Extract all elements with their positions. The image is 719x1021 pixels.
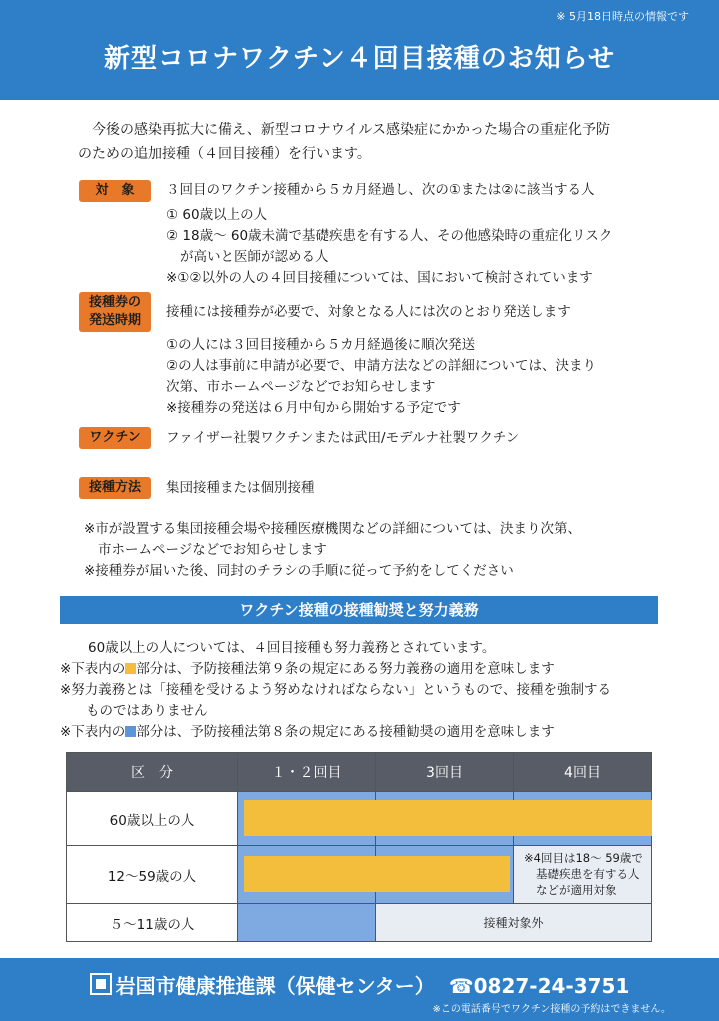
target-badge: 対 象 xyxy=(79,180,151,202)
duty-line: ※努力義務とは「接種を受けるよう努めなければならない」というもので、接種を強制する xyxy=(60,682,612,698)
voucher-line: ※接種券の発送は６月中旬から開始する予定です xyxy=(166,400,461,416)
notes-block xyxy=(84,519,694,582)
footer-main-line xyxy=(0,970,719,999)
method-badge: 接種方法 xyxy=(79,477,151,499)
voucher-badge-line: 発送時期 xyxy=(88,313,141,328)
target-text xyxy=(166,180,686,289)
target-line: ※①②以外の人の４回目接種については、国において検討されています xyxy=(166,270,593,286)
table-header: 3回目 xyxy=(376,753,514,792)
note-line: 市ホームページなどでお知らせします xyxy=(98,542,327,558)
voucher-line: 次第、市ホームページなどでお知らせします xyxy=(166,379,436,395)
voucher-badge xyxy=(79,292,151,332)
voucher-line: 接種には接種券が必要で、対象となる人には次のとおり発送します xyxy=(166,304,571,320)
duty-band-12-59 xyxy=(244,856,510,892)
target-line: が高いと医師が認める人 xyxy=(180,249,329,265)
duty-line: 60歳以上の人については、４回目接種も努力義務とされています。 xyxy=(88,640,496,656)
duty-line xyxy=(60,659,690,680)
header-banner xyxy=(0,0,719,100)
department-name: 岩国市健康推進課（保健センター） xyxy=(115,974,435,998)
voucher-line: ①の人には３回目接種から５カ月経過後に順次発送 xyxy=(166,337,476,353)
duty-text: 部分は、予防接種法第９条の規定にある努力義務の適用を意味します xyxy=(136,661,555,677)
vaccine-badge: ワクチン xyxy=(79,427,151,449)
yellow-square-icon xyxy=(125,663,136,674)
row-label: 60歳以上の人 xyxy=(67,792,238,846)
duty-text: 部分は、予防接種法第８条の規定にある接種勧奨の適用を意味します xyxy=(136,724,555,740)
phone-disclaimer: ※この電話番号でワクチン接種の予約はできません。 xyxy=(432,1004,671,1015)
voucher-badge-line: 接種券の xyxy=(88,295,141,310)
excluded-cell: 接種対象外 xyxy=(376,904,652,942)
note-line: ※接種券が届いた後、同封のチラシの手順に従って予約をしてください xyxy=(84,563,514,579)
voucher-text xyxy=(166,302,686,419)
table-header: 4回目 xyxy=(514,753,652,792)
note-line: などが適用対象 xyxy=(536,883,617,897)
blue-square-icon xyxy=(125,726,136,737)
note-line: ※4回目は18～ 59歳で xyxy=(524,851,643,865)
note-line: 基礎疾患を有する人 xyxy=(536,867,640,881)
note-line: ※市が設置する集団接種会場や接種医療機関などの詳細については、決まり次第、 xyxy=(84,521,582,537)
table-cell xyxy=(238,904,376,942)
footer-contact xyxy=(0,958,719,1021)
duty-line xyxy=(60,722,690,743)
duty-text: ※下表内の xyxy=(60,661,126,677)
section-title-bar: ワクチン接種の接種勧奨と努力義務 xyxy=(60,596,658,624)
table-header-row xyxy=(67,753,652,792)
fourth-dose-note xyxy=(524,850,654,898)
table-header: 区 分 xyxy=(67,753,238,792)
duty-text: ※下表内の xyxy=(60,724,126,740)
phone-number[interactable]: ☎0827-24-3751 xyxy=(448,974,630,998)
table-header: １・２回目 xyxy=(238,753,376,792)
eligibility-table xyxy=(66,752,652,942)
city-emblem-icon xyxy=(90,973,112,995)
voucher-line: ②の人は事前に申請が必要で、申請方法などの詳細については、決まり xyxy=(166,358,597,374)
method-text: 集団接種または個別接種 xyxy=(166,480,315,496)
row-label: 12～59歳の人 xyxy=(67,846,238,904)
duty-band-60-plus xyxy=(244,800,652,836)
intro-line: 今後の感染再拡大に備え、新型コロナウイルス感染症にかかった場合の重症化予防 xyxy=(92,122,610,138)
intro-line: のための追加接種（４回目接種）を行います。 xyxy=(78,146,371,162)
duty-explanation xyxy=(60,638,690,743)
table-row xyxy=(67,904,652,942)
target-line: ② 18歳～ 60歳未満で基礎疾患を有する人、その他感染時の重症化リスク xyxy=(166,228,613,244)
page-title: 新型コロナワクチン４回目接種のお知らせ xyxy=(104,44,615,74)
duty-line: ものではありません xyxy=(86,703,208,719)
target-line: ① 60歳以上の人 xyxy=(166,207,268,223)
info-date-note: ※ 5月18日時点の情報です xyxy=(556,10,689,23)
vaccine-text: ファイザー社製ワクチンまたは武田/モデルナ社製ワクチン xyxy=(166,430,520,446)
row-label: ５～11歳の人 xyxy=(67,904,238,942)
target-line: ３回目のワクチン接種から５カ月経過し、次の①または②に該当する人 xyxy=(166,182,595,198)
intro-paragraph xyxy=(78,118,678,166)
